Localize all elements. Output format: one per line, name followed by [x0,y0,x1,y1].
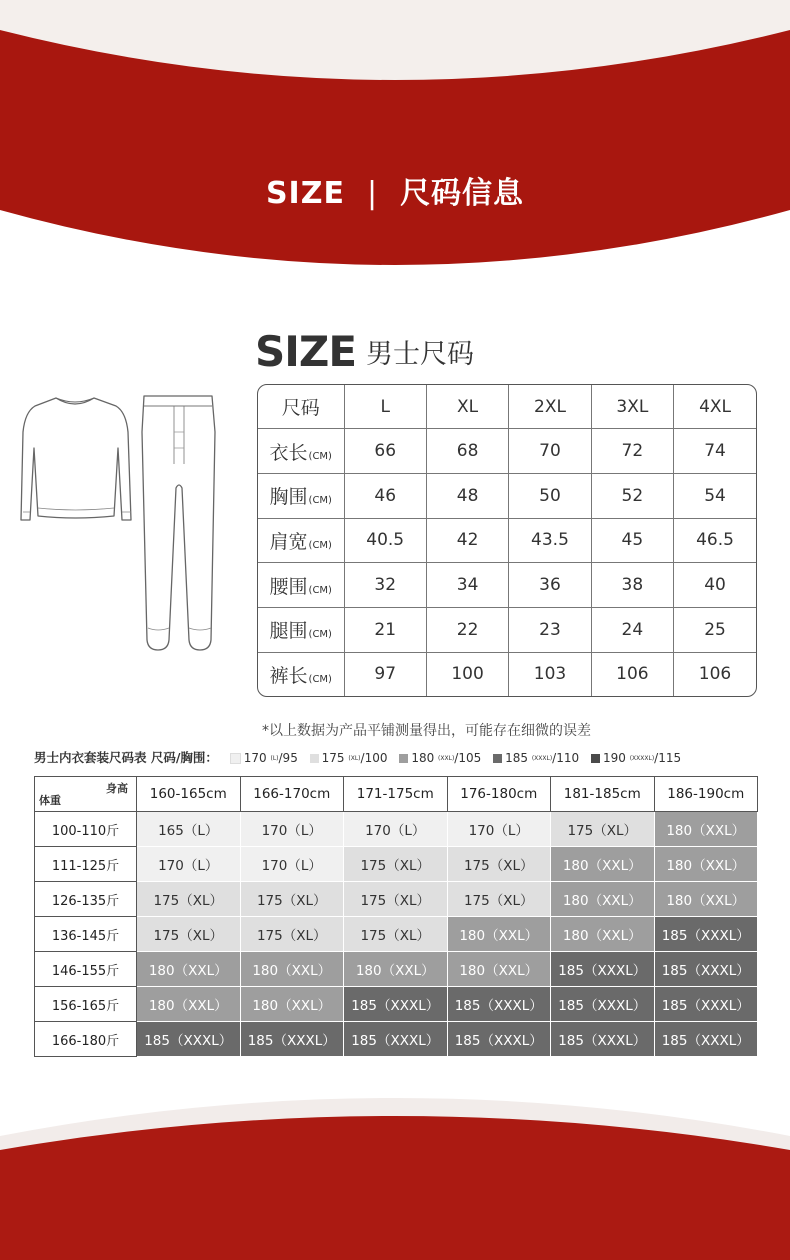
weight-label: 146-155斤 [35,952,137,987]
value-cell: 24 [591,607,673,652]
legend-chest: /115 [654,751,682,765]
recommended-size-cell: 170（L） [137,847,241,882]
value-cell: 48 [426,474,508,519]
recommended-size-cell: 185（XXXL） [654,917,758,952]
row-unit: (CM) [308,450,332,462]
recommended-size-cell: 185（XXXL） [447,1022,551,1057]
legend-title: 男士内衣套装尺码表 尺码/胸围： [34,750,218,765]
recommended-size-cell: 170（L） [344,812,448,847]
recommended-size-cell: 175（XL） [344,847,448,882]
value-cell: 97 [344,652,426,696]
long-johns-icon [138,392,220,656]
recommended-size-cell: 185（XXXL） [654,952,758,987]
recommended-size-cell: 180（XXL） [654,812,758,847]
legend-size: 175 [321,751,345,765]
value-cell: 40 [674,563,756,608]
weight-row [35,917,758,952]
garment-row [258,607,756,652]
recommended-size-cell: 170（L） [240,847,344,882]
recommended-size-cell: 175（XL） [447,882,551,917]
value-cell: 21 [344,607,426,652]
value-cell: 68 [426,429,508,474]
banner-title [0,168,790,212]
value-cell: 25 [674,607,756,652]
size-legend [34,748,681,766]
recommended-size-cell: 180（XXL） [240,987,344,1022]
weight-label: 111-125斤 [35,847,137,882]
recommended-size-cell: 185（XXXL） [551,1022,655,1057]
legend-tag: (L) [270,755,279,762]
legend-swatch [493,754,502,763]
recommended-size-cell: 180（XXL） [551,917,655,952]
value-cell: 42 [426,518,508,563]
weight-label: 166-180斤 [35,1022,137,1057]
recommended-size-cell: 185（XXXL） [344,1022,448,1057]
recommended-size-cell: 165（L） [137,812,241,847]
height-axis-label: 身高 [106,782,128,795]
header-cell: L [344,385,426,429]
recommended-size-cell: 185（XXXL） [447,987,551,1022]
value-cell: 38 [591,563,673,608]
size-heading-en: SIZE [255,327,357,376]
height-header: 181-185cm [551,777,655,812]
recommended-size-cell: 175（XL） [137,917,241,952]
value-cell: 72 [591,429,673,474]
value-cell: 34 [426,563,508,608]
recommended-size-cell: 180（XXL） [447,917,551,952]
legend-chest: /105 [454,751,482,765]
legend-swatch [591,754,600,763]
legend-size: 170 [243,751,267,765]
value-cell: 66 [344,429,426,474]
long-sleeve-top-icon [18,392,133,524]
legend-tag: (XXL) [438,755,455,762]
recommended-size-cell: 175（XL） [137,882,241,917]
header-cell: 2XL [509,385,591,429]
legend-chest: /95 [278,751,298,765]
recommended-size-cell: 185（XXXL） [654,1022,758,1057]
value-cell: 22 [426,607,508,652]
legend-size: 180 [411,751,435,765]
value-cell: 40.5 [344,518,426,563]
garment-row [258,563,756,608]
banner-separator: | [366,176,379,211]
garment-size-table [257,384,757,697]
weight-row [35,952,758,987]
height-header: 186-190cm [654,777,758,812]
recommended-size-cell: 185（XXXL） [344,987,448,1022]
recommended-size-cell: 175（XL） [344,917,448,952]
legend-item [485,751,579,765]
row-label [258,429,344,474]
legend-item [583,751,681,765]
recommended-size-cell: 185（XXXL） [137,1022,241,1057]
value-cell: 45 [591,518,673,563]
legend-item [222,751,298,765]
height-header: 160-165cm [137,777,241,812]
legend-chest: /110 [552,751,580,765]
legend-size: 185 [505,751,528,765]
height-header: 171-175cm [344,777,448,812]
recommended-size-cell: 180（XXL） [137,952,241,987]
row-label-text: 衣长 [269,441,308,464]
row-unit: (CM) [308,629,332,641]
legend-tag: (XL) [348,755,361,762]
legend-item [302,751,388,765]
recommended-size-cell: 175（XL） [447,847,551,882]
value-cell: 43.5 [509,518,591,563]
garment-row [258,652,756,696]
weight-label: 136-145斤 [35,917,137,952]
legend-swatch [399,754,408,763]
recommended-size-cell: 175（XL） [240,917,344,952]
corner-cell [35,777,137,812]
size-recommendation-table [34,776,758,1057]
header-cell: 尺码 [258,385,344,429]
value-cell: 23 [509,607,591,652]
value-cell: 74 [674,429,756,474]
height-header-row [35,777,758,812]
size-heading [255,327,474,376]
weight-row [35,1022,758,1057]
legend-tag: (XXXL) [531,755,553,762]
recommended-size-cell: 180（XXL） [654,882,758,917]
row-label [258,607,344,652]
value-cell: 32 [344,563,426,608]
row-unit: (CM) [308,673,332,685]
value-cell: 46.5 [674,518,756,563]
value-cell: 103 [509,652,591,696]
row-label-text: 肩宽 [269,530,308,553]
value-cell: 70 [509,429,591,474]
row-label-text: 裤长 [269,664,308,687]
row-label [258,652,344,696]
value-cell: 106 [674,652,756,696]
recommended-size-cell: 170（L） [240,812,344,847]
row-unit: (CM) [308,539,332,551]
weight-label: 156-165斤 [35,987,137,1022]
recommended-size-cell: 170（L） [447,812,551,847]
row-unit: (CM) [308,495,332,507]
banner-title-cn: 尺码信息 [400,176,525,211]
garment-row [258,429,756,474]
header-cell: XL [426,385,508,429]
legend-tag: (XXXXL) [629,755,655,762]
weight-row [35,987,758,1022]
recommended-size-cell: 185（XXXL） [654,987,758,1022]
garment-header-row [258,385,756,429]
banner-title-en: SIZE [265,176,345,211]
recommended-size-cell: 175（XL） [551,812,655,847]
recommended-size-cell: 180（XXL） [447,952,551,987]
height-header: 176-180cm [447,777,551,812]
recommended-size-cell: 180（XXL） [137,987,241,1022]
row-label-text: 胸围 [269,486,308,509]
garment-row [258,518,756,563]
value-cell: 106 [591,652,673,696]
legend-size: 190 [602,751,626,765]
recommended-size-cell: 175（XL） [240,882,344,917]
legend-swatch [310,754,319,763]
row-label [258,518,344,563]
row-label-text: 腿围 [269,620,308,643]
value-cell: 100 [426,652,508,696]
recommended-size-cell: 180（XXL） [551,847,655,882]
weight-axis-label: 体重 [39,794,61,807]
header-cell: 3XL [591,385,673,429]
recommended-size-cell: 185（XXXL） [551,952,655,987]
legend-chest: /100 [360,751,388,765]
value-cell: 50 [509,474,591,519]
header-cell: 4XL [674,385,756,429]
height-header: 166-170cm [240,777,344,812]
row-label [258,474,344,519]
row-unit: (CM) [308,584,332,596]
garment-row [258,474,756,519]
size-heading-cn: 男士尺码 [366,339,475,370]
recommended-size-cell: 185（XXXL） [551,987,655,1022]
recommended-size-cell: 180（XXL） [654,847,758,882]
row-label-text: 腰围 [269,575,308,598]
value-cell: 52 [591,474,673,519]
weight-label: 126-135斤 [35,882,137,917]
weight-row [35,882,758,917]
weight-label: 100-110斤 [35,812,137,847]
weight-row [35,812,758,847]
recommended-size-cell: 180（XXL） [240,952,344,987]
recommended-size-cell: 175（XL） [344,882,448,917]
measurement-note: *以上数据为产品平铺测量得出，可能存在细微的误差 [262,723,591,739]
recommended-size-cell: 180（XXL） [551,882,655,917]
value-cell: 54 [674,474,756,519]
value-cell: 46 [344,474,426,519]
row-label [258,563,344,608]
recommended-size-cell: 185（XXXL） [240,1022,344,1057]
legend-item [391,751,481,765]
value-cell: 36 [509,563,591,608]
recommended-size-cell: 180（XXL） [344,952,448,987]
weight-row [35,847,758,882]
legend-swatch [230,753,241,764]
